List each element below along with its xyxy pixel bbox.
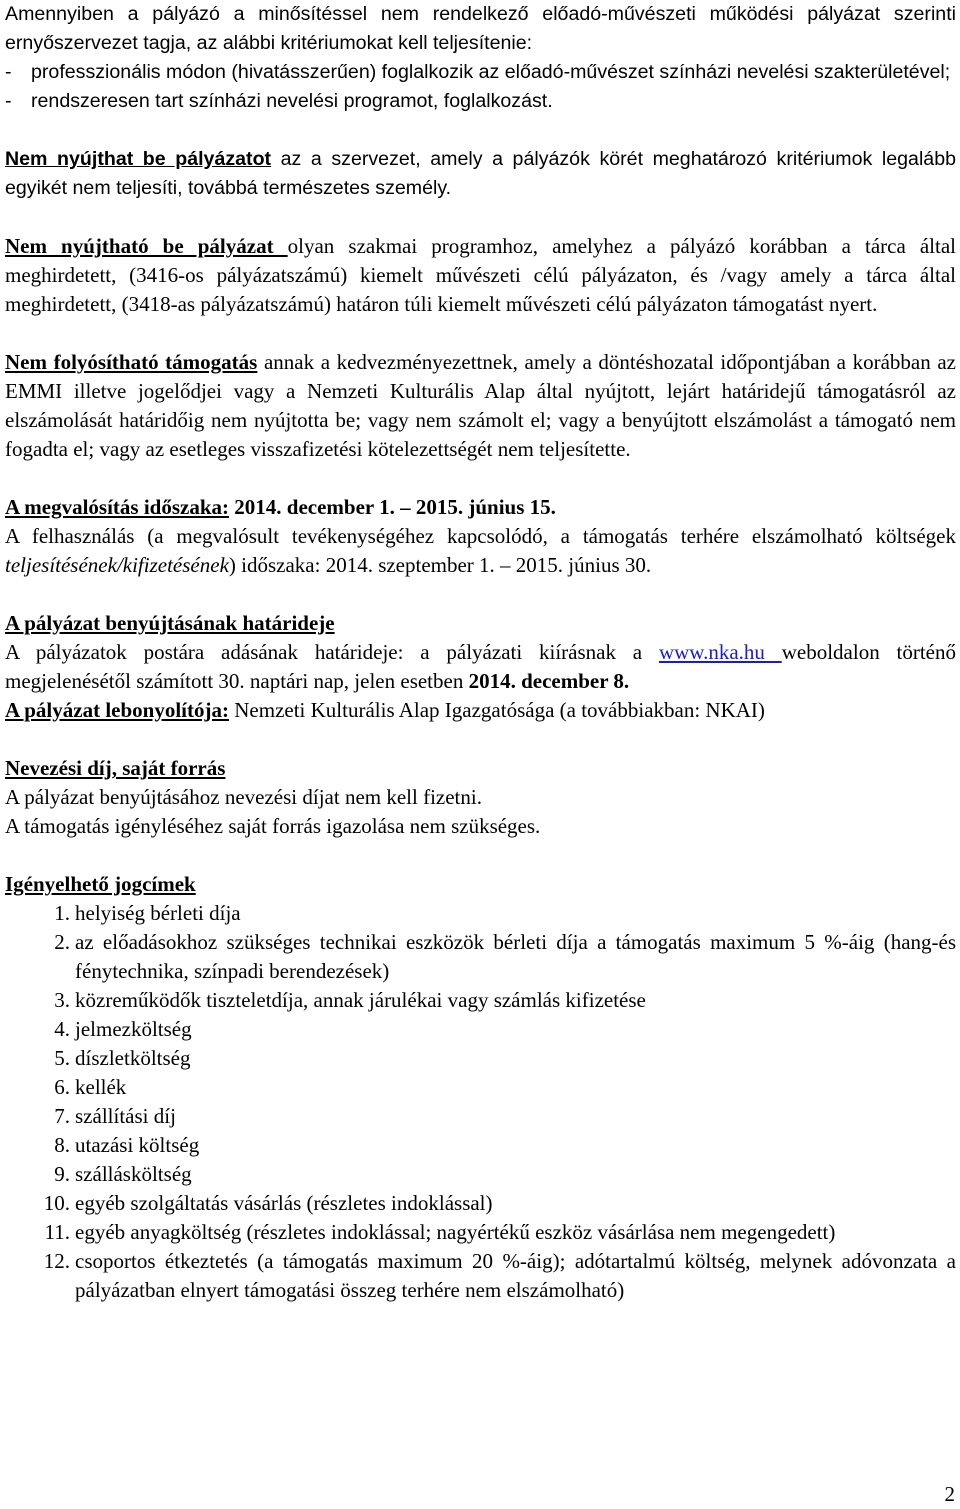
list-item: 2. az előadásokhoz szükséges technikai eszközök bérleti díja a támogatás maximum 5 %-áig (hang-és fénytechnika, színpadi berendezések) xyxy=(54,930,956,983)
criteria-bullet-text: rendszeresen tart színházi nevelési programot, foglalkozást. xyxy=(31,90,553,112)
deadline-paragraph xyxy=(5,638,956,696)
intro-paragraph: Amennyiben a pályázó a minősítéssel nem rendelkező előadó-művészeti működési pályázat szerinti ernyőszervezet tagja, az alábbi kritériumokat kell teljesítenie: xyxy=(5,3,956,54)
no-payment-paragraph xyxy=(5,348,956,464)
deadline-heading: A pályázat benyújtásának határideje xyxy=(5,611,335,635)
list-item: 6. kellék xyxy=(54,1075,127,1099)
period-label: A megvalósítás időszaka: xyxy=(5,495,230,519)
eligible-items-heading: Igényelhető jogcímek xyxy=(5,872,196,896)
organizer-line xyxy=(5,696,956,725)
fee-line-2: A támogatás igényléséhez saját forrás igazolása nem szükséges. xyxy=(5,814,541,838)
fee-heading: Nevezési díj, saját forrás xyxy=(5,756,226,780)
dash-marker: - xyxy=(5,61,12,83)
usage-text-start: A felhasználás (a megvalósult tevékenységéhez kapcsolódó, a támogatás terhére elszámolható költségek xyxy=(5,524,956,548)
deadline-text-start: A pályázatok postára adásának határideje: a pályázati kiírásnak a xyxy=(5,640,659,664)
deadline-date: 2014. december 8. xyxy=(468,669,630,693)
usage-text-end: ) időszaka: 2014. szeptember 1. – 2015. június 30. xyxy=(228,553,652,577)
exclusion-lead: Nem nyújthat be pályázatot xyxy=(5,148,272,170)
nka-website-link[interactable]: www.nka.hu xyxy=(658,640,782,664)
eligible-items-list xyxy=(5,899,956,1305)
no-program-lead: Nem nyújtható be pályázat xyxy=(5,234,288,258)
no-program-text: olyan szakmai programhoz, amelyhez a pályázó korábban a tárca által meghirdetett, (3416-os pályázatszámú) kiemelt művészeti célú pályázaton, és /vagy amely a tárca által meghirdetett, (3418-as pályázatszámú) határon túli kiemelt művészeti célú pályázaton támogatást nyert. xyxy=(5,234,957,316)
list-item: 5. díszletköltség xyxy=(54,1046,191,1070)
document-page xyxy=(5,0,956,1305)
exclusion-text: az a szervezet, amely a pályázók körét meghatározó kritériumok legalább egyikét nem teljesíti, továbbá természetes személy. xyxy=(5,148,956,199)
no-payment-lead: Nem folyósítható támogatás xyxy=(5,350,258,374)
organizer-label: A pályázat lebonyolítója: xyxy=(5,698,229,722)
list-item: 1. helyiség bérleti díja xyxy=(54,901,241,925)
list-item: 11. egyéb anyagköltség (részletes indoklással; nagyértékű eszköz vásárlása nem megengedett) xyxy=(44,1220,836,1244)
dash-marker: - xyxy=(5,90,12,112)
list-item: 8. utazási költség xyxy=(54,1133,200,1157)
period-line xyxy=(5,493,956,522)
list-item: 12. csoportos étkeztetés (a támogatás maximum 20 %-áig); adótartalmú költség, melynek adóvonzata a pályázatban elnyert támogatási összeg terhére nem elszámolható) xyxy=(43,1249,956,1302)
no-program-paragraph xyxy=(5,232,956,319)
period-value: 2014. december 1. – 2015. június 15. xyxy=(229,495,556,519)
usage-paragraph xyxy=(5,522,956,580)
deadline-text-end: weboldalon történő megjelenésétől számított 30. naptári nap, jelen esetben xyxy=(5,640,956,693)
list-item: 3. közreműködők tiszteletdíja, annak járulékai vagy számlás kifizetése xyxy=(54,988,646,1012)
list-item: 10. egyéb szolgáltatás vásárlás (részletes indoklással) xyxy=(43,1191,493,1215)
exclusion-paragraph xyxy=(5,145,956,203)
organizer-value: Nemzeti Kulturális Alap Igazgatósága (a továbbiakban: NKAI) xyxy=(229,698,765,722)
list-item: 4. jelmezköltség xyxy=(54,1017,192,1041)
page-number: 2 xyxy=(944,1482,955,1506)
list-item: 7. szállítási díj xyxy=(54,1104,176,1128)
no-payment-text: annak a kedvezményezettnek, amely a döntéshozatal időpontjában a korábban az EMMI illetve jogelődjei vagy a Nemzeti Kulturális Alap által nyújtott, lejárt határidejű támogatásról az elszámolását határidőig nem nyújtotta be; vagy nem számolt el; vagy a benyújtott elszámolást a támogató nem fogadta el; vagy az esetleges visszafizetési kötelezettségét nem teljesítette. xyxy=(5,350,956,461)
list-item: 9. szállásköltség xyxy=(54,1162,192,1186)
criteria-bullet-1 xyxy=(5,58,956,87)
usage-italic: teljesítésének/kifizetésének xyxy=(5,553,229,577)
fee-line-1: A pályázat benyújtásához nevezési díjat nem kell fizetni. xyxy=(5,785,482,809)
criteria-bullet-text: professzionális módon (hivatásszerűen) foglalkozik az előadó-művészet színházi nevelési szakterületével; xyxy=(31,61,951,83)
criteria-bullet-2 xyxy=(5,87,956,116)
